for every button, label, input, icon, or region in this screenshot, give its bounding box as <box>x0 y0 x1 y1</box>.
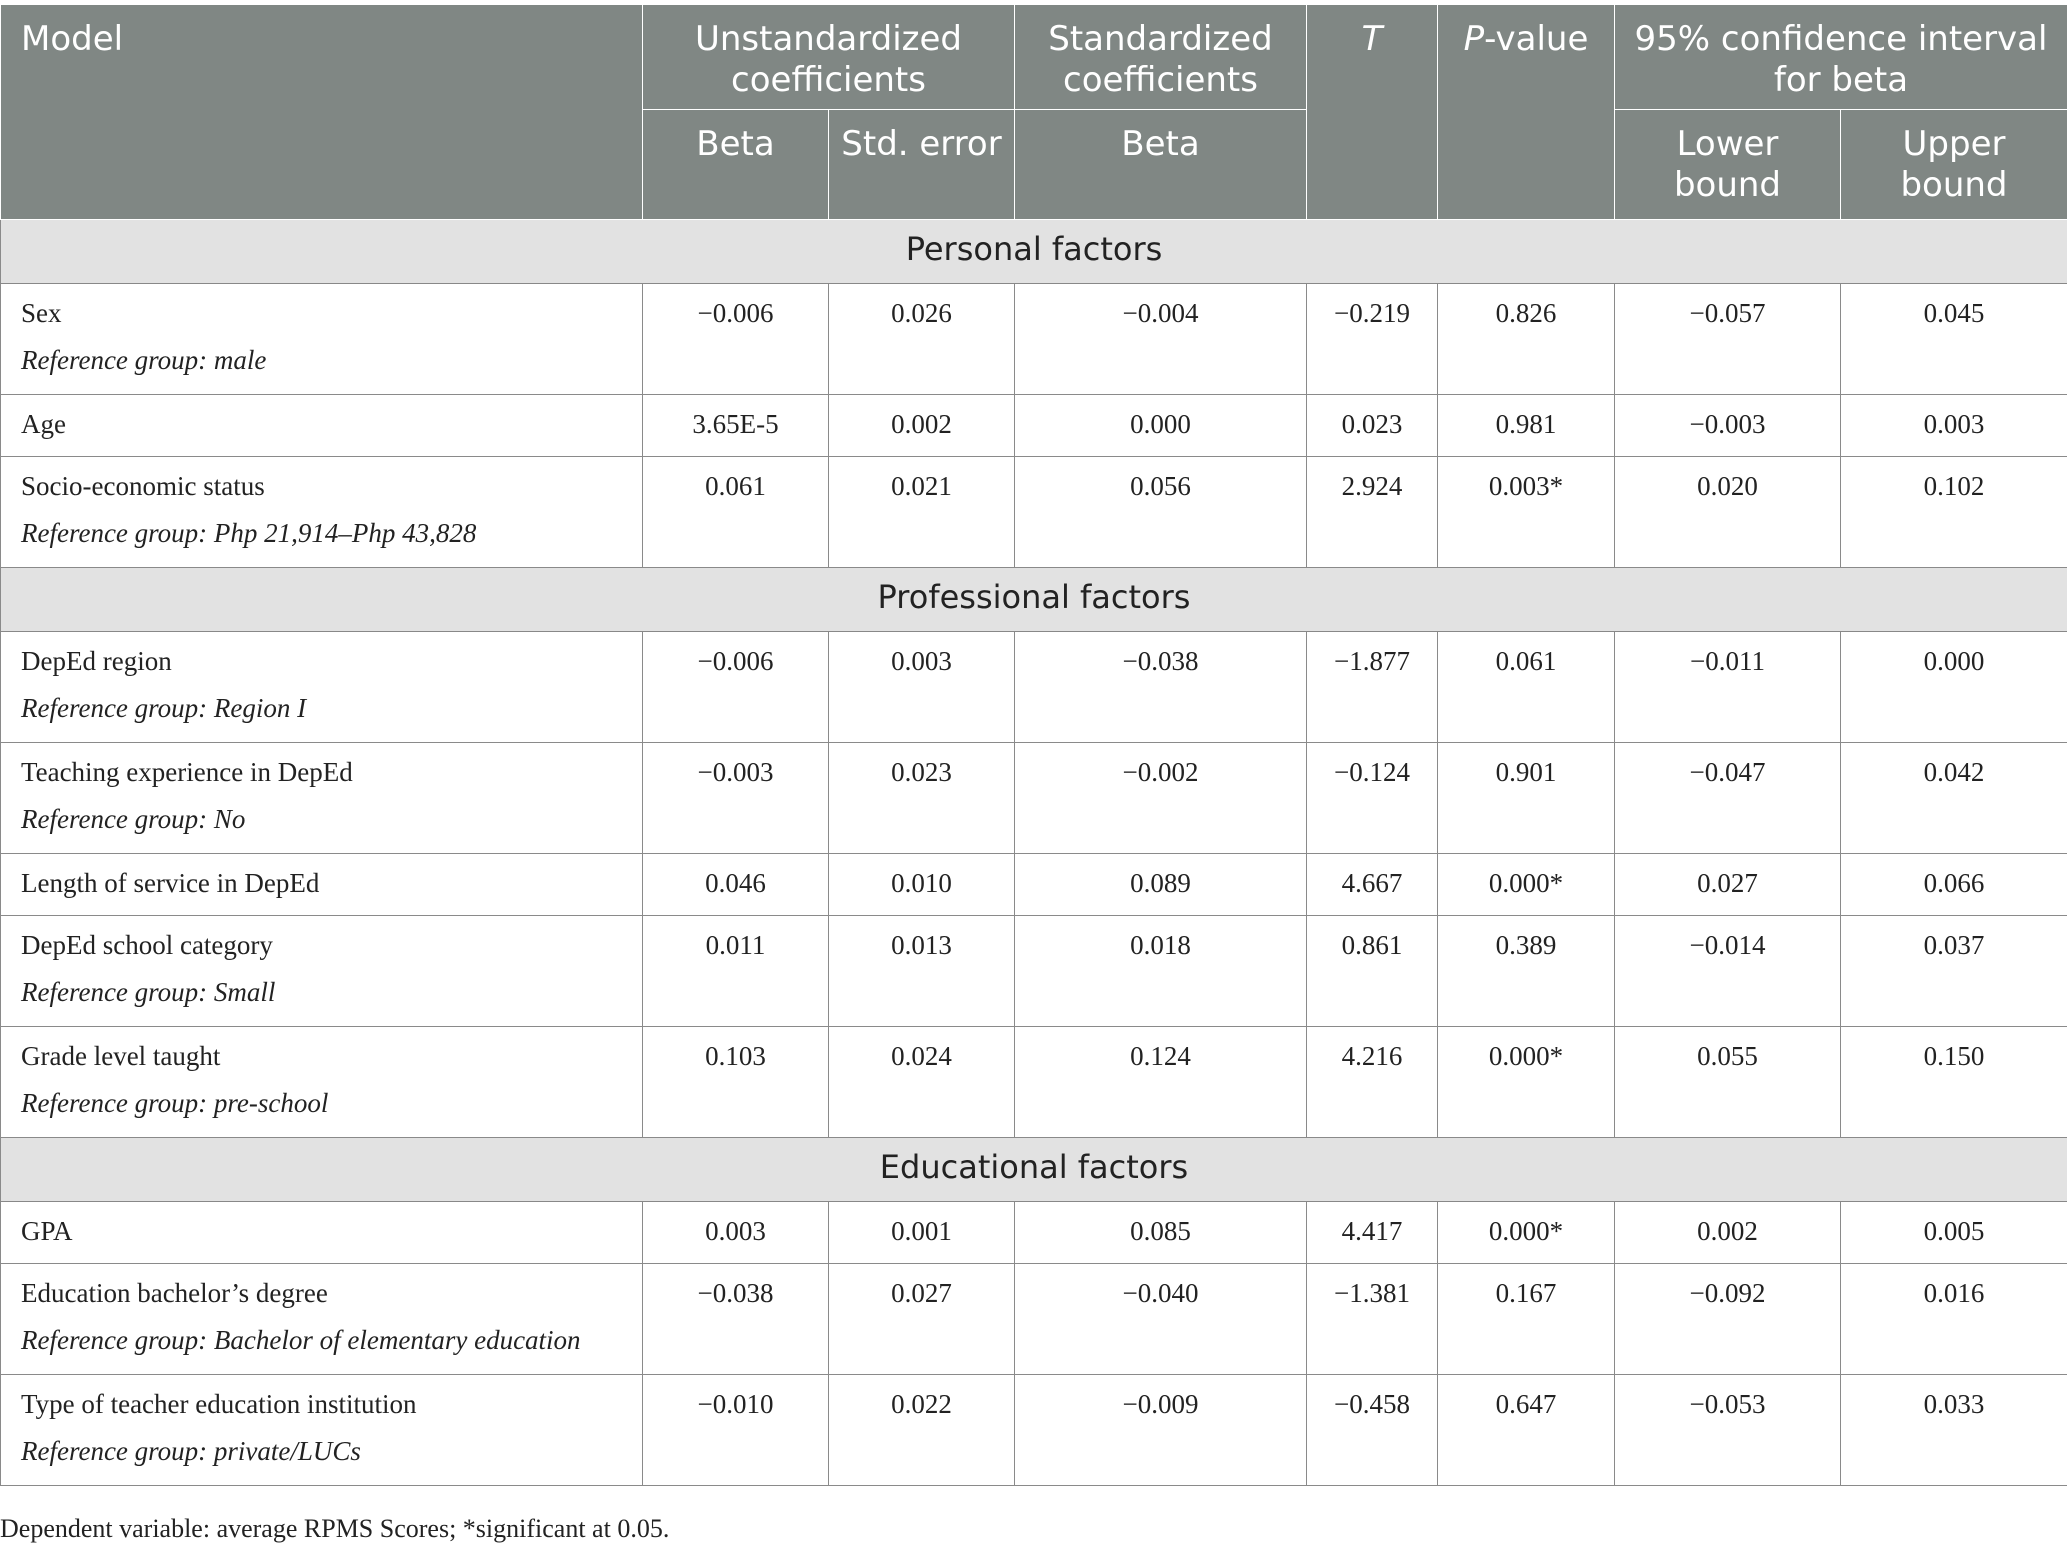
beta-cell: −0.010 <box>643 1375 829 1486</box>
upper-bound-cell: 0.000 <box>1841 632 2067 743</box>
lower-bound-cell: −0.011 <box>1615 632 1841 743</box>
t-cell: −1.381 <box>1307 1264 1438 1375</box>
upper-bound-cell: 0.045 <box>1841 284 2067 395</box>
table-row <box>1 1027 2067 1138</box>
t-cell: 4.417 <box>1307 1202 1438 1264</box>
p-value-cell: 0.647 <box>1438 1375 1615 1486</box>
std-beta-cell: 0.089 <box>1015 854 1307 916</box>
lower-bound-cell: 0.055 <box>1615 1027 1841 1138</box>
lower-bound-cell: −0.003 <box>1615 395 1841 457</box>
variable-name: Age <box>21 409 66 439</box>
header-std-beta: Beta <box>1015 110 1307 220</box>
section-title: Personal factors <box>1 220 2067 284</box>
p-value-cell: 0.826 <box>1438 284 1615 395</box>
section-row <box>1 1138 2067 1202</box>
upper-bound-cell: 0.150 <box>1841 1027 2067 1138</box>
lower-bound-cell: 0.020 <box>1615 457 1841 568</box>
header-std-error: Std. error <box>829 110 1015 220</box>
reference-group: Reference group: Small <box>21 977 276 1007</box>
header-beta: Beta <box>643 110 829 220</box>
variable-cell <box>1 284 643 395</box>
std-error-cell: 0.003 <box>829 632 1015 743</box>
section-row <box>1 568 2067 632</box>
beta-cell: −0.038 <box>643 1264 829 1375</box>
lower-bound-cell: 0.027 <box>1615 854 1841 916</box>
header-standardized-coefficients: Standardized coefficients <box>1015 5 1307 110</box>
std-error-cell: 0.024 <box>829 1027 1015 1138</box>
reference-group: Reference group: Php 21,914–Php 43,828 <box>21 518 477 548</box>
header-t-label: T <box>1361 19 1383 59</box>
reference-group: Reference group: pre-school <box>21 1088 329 1118</box>
variable-name: Sex <box>21 298 62 328</box>
p-value-cell: 0.167 <box>1438 1264 1615 1375</box>
table-row <box>1 743 2067 854</box>
variable-cell <box>1 743 643 854</box>
table-header <box>1 5 2067 220</box>
variable-cell <box>1 1027 643 1138</box>
variable-name: Education bachelor’s degree <box>21 1278 328 1308</box>
p-value-cell: 0.000* <box>1438 1027 1615 1138</box>
upper-bound-cell: 0.016 <box>1841 1264 2067 1375</box>
upper-bound-cell: 0.066 <box>1841 854 2067 916</box>
variable-cell <box>1 457 643 568</box>
header-t <box>1307 5 1438 220</box>
beta-cell: 0.103 <box>643 1027 829 1138</box>
header-model: Model <box>1 5 643 220</box>
reference-group: Reference group: male <box>21 345 267 375</box>
table-row <box>1 854 2067 916</box>
variable-name: Length of service in DepEd <box>21 868 320 898</box>
std-error-cell: 0.022 <box>829 1375 1015 1486</box>
std-error-cell: 0.010 <box>829 854 1015 916</box>
beta-cell: −0.006 <box>643 284 829 395</box>
std-beta-cell: 0.124 <box>1015 1027 1307 1138</box>
variable-cell <box>1 395 643 457</box>
t-cell: −0.124 <box>1307 743 1438 854</box>
header-confidence-interval: 95% confidence interval for beta <box>1615 5 2067 110</box>
section-title: Professional factors <box>1 568 2067 632</box>
variable-name: Teaching experience in DepEd <box>21 757 353 787</box>
std-error-cell: 0.027 <box>829 1264 1015 1375</box>
regression-table <box>0 4 2067 1486</box>
t-cell: 4.667 <box>1307 854 1438 916</box>
header-p-rest: -value <box>1484 19 1589 59</box>
lower-bound-cell: −0.053 <box>1615 1375 1841 1486</box>
variable-name: DepEd region <box>21 646 172 676</box>
std-error-cell: 0.013 <box>829 916 1015 1027</box>
table-footnote: Dependent variable: average RPMS Scores; *significant at 0.05. <box>0 1514 670 1543</box>
beta-cell: 3.65E-5 <box>643 395 829 457</box>
lower-bound-cell: 0.002 <box>1615 1202 1841 1264</box>
p-value-cell: 0.000* <box>1438 1202 1615 1264</box>
std-beta-cell: 0.056 <box>1015 457 1307 568</box>
beta-cell: 0.046 <box>643 854 829 916</box>
variable-cell <box>1 1375 643 1486</box>
std-beta-cell: −0.009 <box>1015 1375 1307 1486</box>
header-unstandardized-coefficients: Unstandardized coefficients <box>643 5 1015 110</box>
std-error-cell: 0.026 <box>829 284 1015 395</box>
t-cell: 4.216 <box>1307 1027 1438 1138</box>
t-cell: 2.924 <box>1307 457 1438 568</box>
std-error-cell: 0.001 <box>829 1202 1015 1264</box>
reference-group: Reference group: Bachelor of elementary education <box>21 1325 581 1355</box>
beta-cell: 0.003 <box>643 1202 829 1264</box>
beta-cell: −0.006 <box>643 632 829 743</box>
variable-cell <box>1 1202 643 1264</box>
variable-cell <box>1 854 643 916</box>
reference-group: Reference group: Region I <box>21 693 307 723</box>
p-value-cell: 0.389 <box>1438 916 1615 1027</box>
upper-bound-cell: 0.102 <box>1841 457 2067 568</box>
variable-name: DepEd school category <box>21 930 273 960</box>
variable-cell <box>1 916 643 1027</box>
t-cell: −0.219 <box>1307 284 1438 395</box>
upper-bound-cell: 0.005 <box>1841 1202 2067 1264</box>
table-row <box>1 1202 2067 1264</box>
header-upper-bound: Upper bound <box>1841 110 2067 220</box>
variable-cell <box>1 632 643 743</box>
t-cell: −0.458 <box>1307 1375 1438 1486</box>
table-row <box>1 395 2067 457</box>
std-error-cell: 0.023 <box>829 743 1015 854</box>
table-body <box>1 220 2067 1486</box>
section-title: Educational factors <box>1 1138 2067 1202</box>
p-value-cell: 0.003* <box>1438 457 1615 568</box>
std-error-cell: 0.021 <box>829 457 1015 568</box>
lower-bound-cell: −0.014 <box>1615 916 1841 1027</box>
std-beta-cell: −0.004 <box>1015 284 1307 395</box>
t-cell: 0.861 <box>1307 916 1438 1027</box>
variable-name: Grade level taught <box>21 1041 221 1071</box>
header-lower-bound: Lower bound <box>1615 110 1841 220</box>
std-beta-cell: 0.000 <box>1015 395 1307 457</box>
table-row <box>1 632 2067 743</box>
section-row <box>1 220 2067 284</box>
table-row <box>1 284 2067 395</box>
p-value-cell: 0.981 <box>1438 395 1615 457</box>
table-row <box>1 457 2067 568</box>
table-row <box>1 1264 2067 1375</box>
t-cell: −1.877 <box>1307 632 1438 743</box>
std-beta-cell: −0.038 <box>1015 632 1307 743</box>
variable-cell <box>1 1264 643 1375</box>
std-beta-cell: −0.002 <box>1015 743 1307 854</box>
variable-name: Socio-economic status <box>21 471 265 501</box>
upper-bound-cell: 0.003 <box>1841 395 2067 457</box>
lower-bound-cell: −0.057 <box>1615 284 1841 395</box>
upper-bound-cell: 0.033 <box>1841 1375 2067 1486</box>
p-value-cell: 0.061 <box>1438 632 1615 743</box>
p-value-cell: 0.000* <box>1438 854 1615 916</box>
beta-cell: 0.061 <box>643 457 829 568</box>
upper-bound-cell: 0.037 <box>1841 916 2067 1027</box>
reference-group: Reference group: private/LUCs <box>21 1436 361 1466</box>
beta-cell: 0.011 <box>643 916 829 1027</box>
std-beta-cell: 0.085 <box>1015 1202 1307 1264</box>
upper-bound-cell: 0.042 <box>1841 743 2067 854</box>
reference-group: Reference group: No <box>21 804 246 834</box>
std-beta-cell: 0.018 <box>1015 916 1307 1027</box>
variable-name: GPA <box>21 1216 73 1246</box>
t-cell: 0.023 <box>1307 395 1438 457</box>
lower-bound-cell: −0.092 <box>1615 1264 1841 1375</box>
table-row <box>1 916 2067 1027</box>
std-error-cell: 0.002 <box>829 395 1015 457</box>
lower-bound-cell: −0.047 <box>1615 743 1841 854</box>
std-beta-cell: −0.040 <box>1015 1264 1307 1375</box>
table-row <box>1 1375 2067 1486</box>
beta-cell: −0.003 <box>643 743 829 854</box>
header-p-value <box>1438 5 1615 220</box>
p-value-cell: 0.901 <box>1438 743 1615 854</box>
header-p-letter: P <box>1463 19 1485 59</box>
variable-name: Type of teacher education institution <box>21 1389 417 1419</box>
